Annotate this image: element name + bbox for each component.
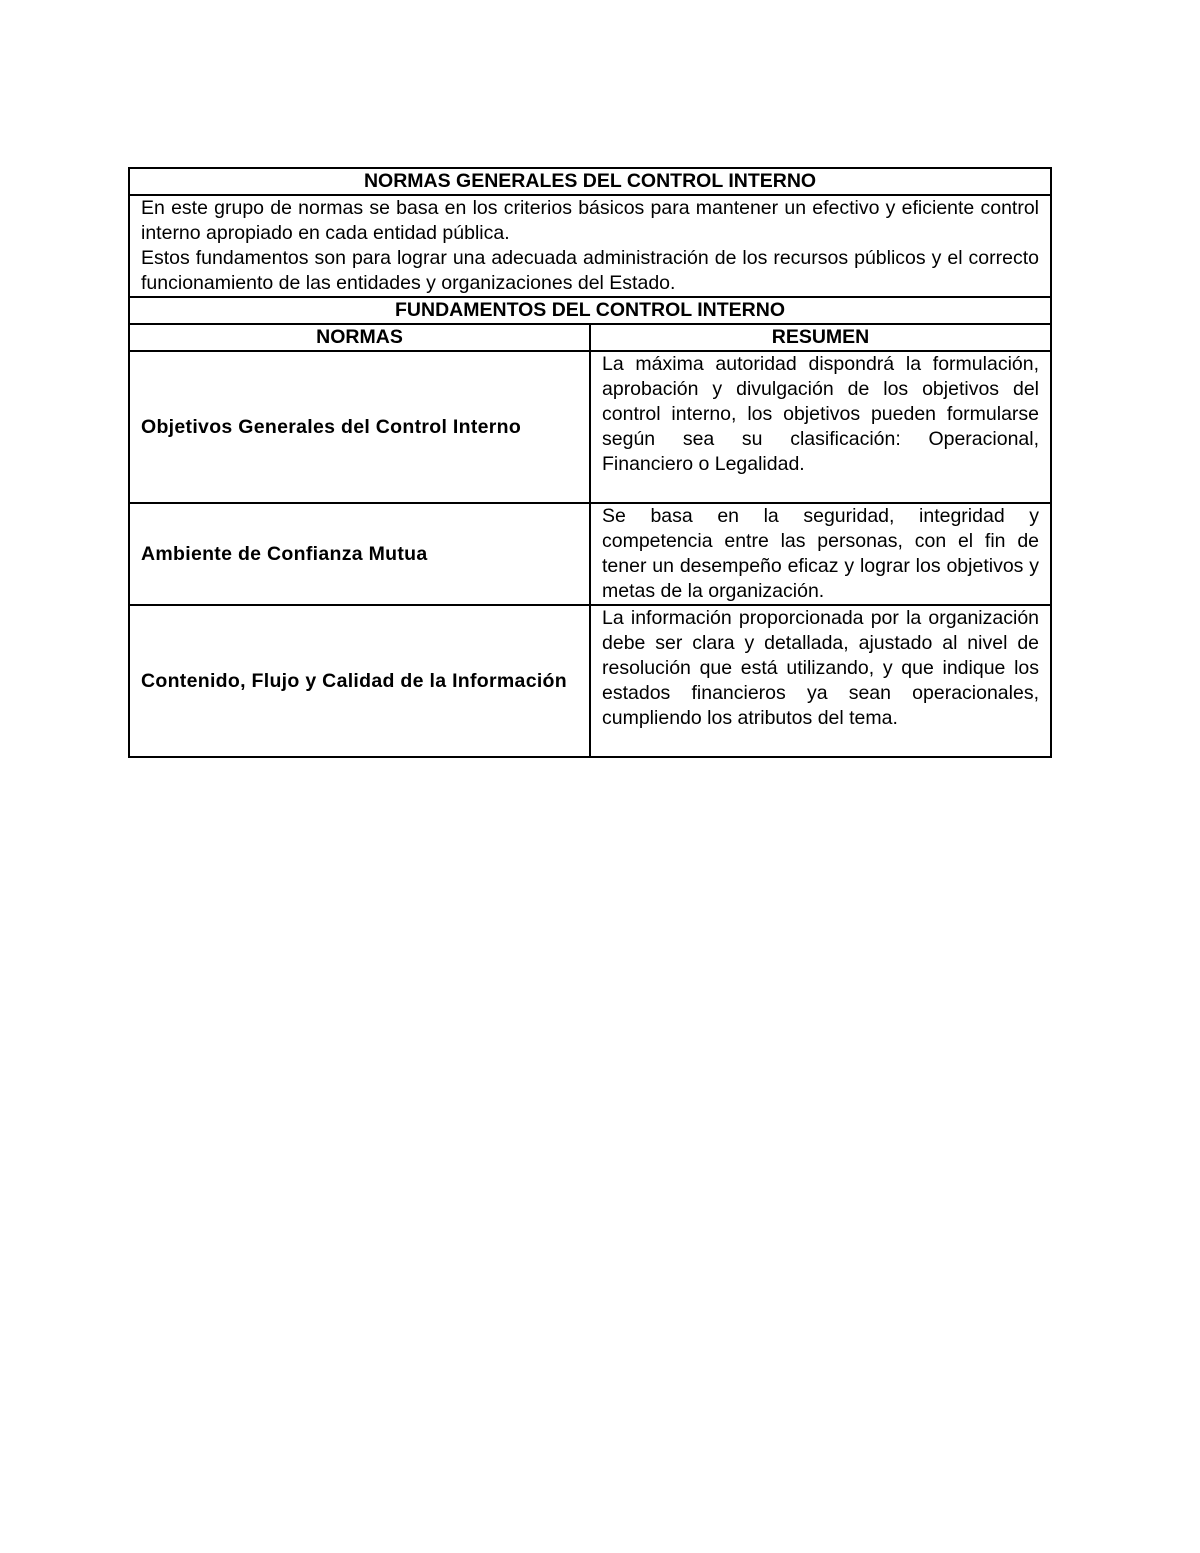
table-title: NORMAS GENERALES DEL CONTROL INTERNO (129, 168, 1051, 195)
intro-row (129, 195, 1051, 297)
resumen-cell: La información proporcionada por la organización debe ser clara y detallada, ajustado al nivel de resolución que está utilizando, y que indique los estados financieros ya sean operacionales, cumpliendo los atributos del tema. (590, 605, 1051, 757)
section-title-row (129, 297, 1051, 324)
table-row (129, 503, 1051, 605)
table-row (129, 351, 1051, 503)
intro-cell (129, 195, 1051, 297)
norma-cell: Contenido, Flujo y Calidad de la Información (129, 605, 590, 757)
resumen-cell: Se basa en la seguridad, integridad y competencia entre las personas, con el fin de tener un desempeño eficaz y lograr los objetivos y metas de la organización. (590, 503, 1051, 605)
column-header-resumen: RESUMEN (590, 324, 1051, 351)
normas-table (128, 167, 1052, 758)
norma-cell: Ambiente de Confianza Mutua (129, 503, 590, 605)
title-row (129, 168, 1051, 195)
column-header-normas: NORMAS (129, 324, 590, 351)
resumen-cell: La máxima autoridad dispondrá la formulación, aprobación y divulgación de los objetivos del control interno, los objetivos pueden formularse según sea su clasificación: Operacional, Financiero o Legalidad. (590, 351, 1051, 503)
section-title: FUNDAMENTOS DEL CONTROL INTERNO (129, 297, 1051, 324)
norma-cell: Objetivos Generales del Control Interno (129, 351, 590, 503)
intro-paragraph: En este grupo de normas se basa en los criterios básicos para mantener un efectivo y eficiente control interno apropiado en cada entidad pública. (141, 197, 1040, 244)
table-row (129, 605, 1051, 757)
header-row (129, 324, 1051, 351)
intro-paragraph: Estos fundamentos son para lograr una adecuada administración de los recursos públicos y el correcto funcionamiento de las entidades y organizaciones del Estado. (141, 247, 1040, 294)
